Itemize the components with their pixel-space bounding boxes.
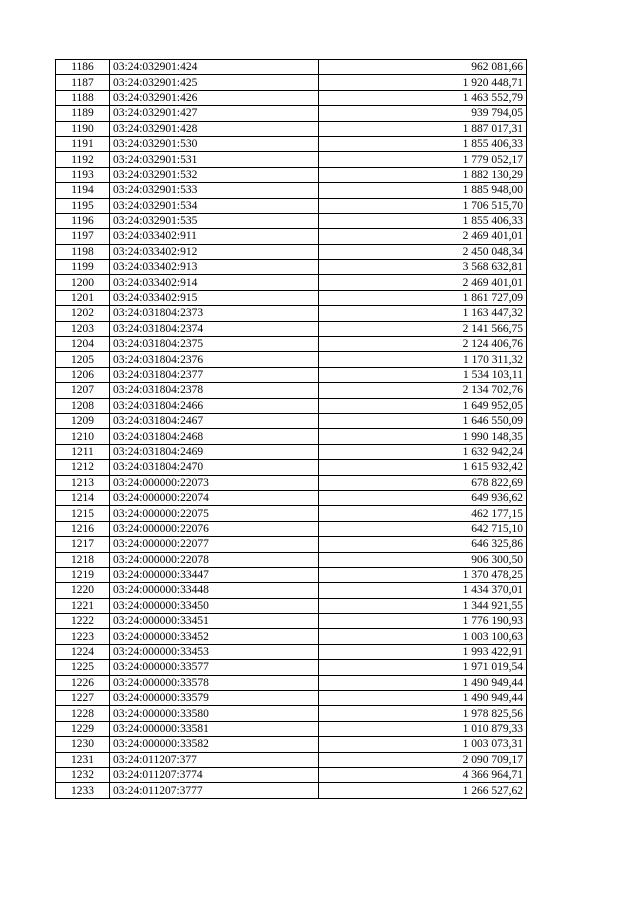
cadastral-value-cell: 1 971 019,54 (319, 660, 527, 675)
table-row (56, 460, 527, 475)
table-row (56, 767, 527, 782)
table-row (56, 121, 527, 136)
row-number-cell: 1198 (56, 244, 110, 259)
cadastral-value-cell: 2 124 406,76 (319, 337, 527, 352)
row-number-cell: 1219 (56, 567, 110, 582)
cadastral-number-cell: 03:24:011207:3777 (110, 783, 319, 798)
table-row (56, 275, 527, 290)
cadastral-number-cell: 03:24:032901:532 (110, 167, 319, 182)
table-row (56, 244, 527, 259)
cadastral-number-cell: 03:24:000000:33448 (110, 583, 319, 598)
cadastral-value-cell: 1 882 130,29 (319, 167, 527, 182)
cadastral-value-cell: 2 469 401,01 (319, 275, 527, 290)
cadastral-value-cell: 1 887 017,31 (319, 121, 527, 136)
row-number-cell: 1199 (56, 260, 110, 275)
row-number-cell: 1186 (56, 60, 110, 75)
row-number-cell: 1232 (56, 767, 110, 782)
cadastral-number-cell: 03:24:000000:22073 (110, 475, 319, 490)
row-number-cell: 1231 (56, 752, 110, 767)
cadastral-number-cell: 03:24:031804:2468 (110, 429, 319, 444)
cadastral-number-cell: 03:24:031804:2466 (110, 398, 319, 413)
cadastral-number-cell: 03:24:031804:2376 (110, 352, 319, 367)
table-row (56, 398, 527, 413)
cadastral-number-cell: 03:24:031804:2469 (110, 444, 319, 459)
cadastral-number-cell: 03:24:000000:22078 (110, 552, 319, 567)
table-row (56, 321, 527, 336)
row-number-cell: 1224 (56, 644, 110, 659)
table-row (56, 506, 527, 521)
cadastral-number-cell: 03:24:000000:22076 (110, 521, 319, 536)
row-number-cell: 1196 (56, 213, 110, 228)
row-number-cell: 1187 (56, 75, 110, 90)
row-number-cell: 1204 (56, 337, 110, 352)
cadastral-number-cell: 03:24:000000:33453 (110, 644, 319, 659)
cadastral-value-cell: 1 706 515,70 (319, 198, 527, 213)
table-row (56, 706, 527, 721)
cadastral-number-cell: 03:24:033402:914 (110, 275, 319, 290)
table-row (56, 490, 527, 505)
cadastral-number-cell: 03:24:031804:2373 (110, 306, 319, 321)
cadastral-value-cell: 1 615 932,42 (319, 460, 527, 475)
row-number-cell: 1203 (56, 321, 110, 336)
table-row (56, 413, 527, 428)
row-number-cell: 1227 (56, 691, 110, 706)
table-row (56, 614, 527, 629)
cadastral-value-cell: 906 300,50 (319, 552, 527, 567)
table-row (56, 444, 527, 459)
cadastral-value-cell: 1 978 825,56 (319, 706, 527, 721)
cadastral-number-cell: 03:24:000000:33452 (110, 629, 319, 644)
row-number-cell: 1192 (56, 152, 110, 167)
cadastral-value-cell: 1 920 448,71 (319, 75, 527, 90)
table-row (56, 352, 527, 367)
table-row (56, 106, 527, 121)
row-number-cell: 1228 (56, 706, 110, 721)
cadastral-value-cell: 2 469 401,01 (319, 229, 527, 244)
cadastral-value-cell: 962 081,66 (319, 60, 527, 75)
table-row (56, 136, 527, 151)
row-number-cell: 1209 (56, 413, 110, 428)
table-row (56, 598, 527, 613)
table-row (56, 675, 527, 690)
row-number-cell: 1195 (56, 198, 110, 213)
row-number-cell: 1214 (56, 490, 110, 505)
cadastral-value-cell: 678 822,69 (319, 475, 527, 490)
table-row (56, 752, 527, 767)
cadastral-number-cell: 03:24:000000:22075 (110, 506, 319, 521)
table-row (56, 660, 527, 675)
cadastral-value-cell: 1 344 921,55 (319, 598, 527, 613)
table-row (56, 75, 527, 90)
cadastral-value-cell: 4 366 964,71 (319, 767, 527, 782)
cadastral-value-cell: 1 434 370,01 (319, 583, 527, 598)
row-number-cell: 1220 (56, 583, 110, 598)
row-number-cell: 1197 (56, 229, 110, 244)
cadastral-number-cell: 03:24:033402:915 (110, 290, 319, 305)
cadastral-value-cell: 1 855 406,33 (319, 213, 527, 228)
cadastral-value-cell: 1 861 727,09 (319, 290, 527, 305)
cadastral-value-cell: 1 779 052,17 (319, 152, 527, 167)
cadastral-number-cell: 03:24:031804:2470 (110, 460, 319, 475)
table-row (56, 629, 527, 644)
cadastral-value-cell: 1 490 949,44 (319, 691, 527, 706)
cadastral-value-cell: 1 885 948,00 (319, 183, 527, 198)
table-row (56, 60, 527, 75)
row-number-cell: 1217 (56, 537, 110, 552)
table-row (56, 260, 527, 275)
cadastral-number-cell: 03:24:031804:2375 (110, 337, 319, 352)
table-row (56, 644, 527, 659)
cadastral-value-cell: 1 990 148,35 (319, 429, 527, 444)
cadastral-number-cell: 03:24:000000:22074 (110, 490, 319, 505)
row-number-cell: 1210 (56, 429, 110, 444)
table-row (56, 290, 527, 305)
cadastral-number-cell: 03:24:000000:22077 (110, 537, 319, 552)
cadastral-number-cell: 03:24:032901:425 (110, 75, 319, 90)
cadastral-value-cell: 1 010 879,33 (319, 721, 527, 736)
row-number-cell: 1205 (56, 352, 110, 367)
cadastral-number-cell: 03:24:032901:428 (110, 121, 319, 136)
cadastral-number-cell: 03:24:033402:913 (110, 260, 319, 275)
row-number-cell: 1223 (56, 629, 110, 644)
table-row (56, 521, 527, 536)
row-number-cell: 1193 (56, 167, 110, 182)
cadastral-number-cell: 03:24:032901:530 (110, 136, 319, 151)
cadastral-number-cell: 03:24:033402:911 (110, 229, 319, 244)
cadastral-value-cell: 2 450 048,34 (319, 244, 527, 259)
cadastral-value-cell: 939 794,05 (319, 106, 527, 121)
cadastral-value-cell: 462 177,15 (319, 506, 527, 521)
cadastral-number-cell: 03:24:032901:533 (110, 183, 319, 198)
cadastral-number-cell: 03:24:033402:912 (110, 244, 319, 259)
row-number-cell: 1218 (56, 552, 110, 567)
row-number-cell: 1211 (56, 444, 110, 459)
cadastral-value-cell: 1 776 190,93 (319, 614, 527, 629)
table-row (56, 737, 527, 752)
cadastral-number-cell: 03:24:000000:33578 (110, 675, 319, 690)
cadastral-value-cell: 1 170 311,32 (319, 352, 527, 367)
cadastral-number-cell: 03:24:032901:531 (110, 152, 319, 167)
row-number-cell: 1212 (56, 460, 110, 475)
cadastral-value-cell: 642 715,10 (319, 521, 527, 536)
table-row (56, 198, 527, 213)
row-number-cell: 1191 (56, 136, 110, 151)
table-row (56, 183, 527, 198)
cadastral-number-cell: 03:24:011207:377 (110, 752, 319, 767)
cadastral-number-cell: 03:24:031804:2374 (110, 321, 319, 336)
row-number-cell: 1230 (56, 737, 110, 752)
cadastral-value-cell: 646 325,86 (319, 537, 527, 552)
table-row (56, 721, 527, 736)
row-number-cell: 1229 (56, 721, 110, 736)
cadastral-number-cell: 03:24:031804:2378 (110, 383, 319, 398)
cadastral-number-cell: 03:24:032901:424 (110, 60, 319, 75)
cadastral-number-cell: 03:24:032901:535 (110, 213, 319, 228)
cadastral-number-cell: 03:24:000000:33579 (110, 691, 319, 706)
cadastral-number-cell: 03:24:032901:427 (110, 106, 319, 121)
row-number-cell: 1213 (56, 475, 110, 490)
row-number-cell: 1202 (56, 306, 110, 321)
cadastral-number-cell: 03:24:031804:2377 (110, 367, 319, 382)
cadastral-value-cell: 1 632 942,24 (319, 444, 527, 459)
cadastral-number-cell: 03:24:000000:33447 (110, 567, 319, 582)
cadastral-value-cell: 1 490 949,44 (319, 675, 527, 690)
table-row (56, 537, 527, 552)
cadastral-value-cell: 1 370 478,25 (319, 567, 527, 582)
row-number-cell: 1200 (56, 275, 110, 290)
table-row (56, 691, 527, 706)
row-number-cell: 1226 (56, 675, 110, 690)
row-number-cell: 1201 (56, 290, 110, 305)
row-number-cell: 1190 (56, 121, 110, 136)
table-row (56, 213, 527, 228)
cadastral-value-cell: 1 266 527,62 (319, 783, 527, 798)
cadastral-number-cell: 03:24:011207:3774 (110, 767, 319, 782)
table-row (56, 583, 527, 598)
table-row (56, 429, 527, 444)
table-row (56, 337, 527, 352)
cadastral-number-cell: 03:24:000000:33580 (110, 706, 319, 721)
table-row (56, 367, 527, 382)
cadastral-value-cell: 1 855 406,33 (319, 136, 527, 151)
cadastral-value-cell: 1 646 550,09 (319, 413, 527, 428)
row-number-cell: 1216 (56, 521, 110, 536)
cadastral-value-cell: 1 649 952,05 (319, 398, 527, 413)
table-row (56, 567, 527, 582)
table-row (56, 475, 527, 490)
cadastral-value-cell: 2 141 566,75 (319, 321, 527, 336)
row-number-cell: 1215 (56, 506, 110, 521)
table-row (56, 152, 527, 167)
cadastral-number-cell: 03:24:000000:33577 (110, 660, 319, 675)
row-number-cell: 1189 (56, 106, 110, 121)
row-number-cell: 1222 (56, 614, 110, 629)
cadastral-value-cell: 1 003 073,31 (319, 737, 527, 752)
row-number-cell: 1208 (56, 398, 110, 413)
row-number-cell: 1225 (56, 660, 110, 675)
cadastral-value-cell: 1 163 447,32 (319, 306, 527, 321)
cadastral-value-cell: 2 090 709,17 (319, 752, 527, 767)
table-body (56, 60, 527, 799)
cadastral-value-cell: 649 936,62 (319, 490, 527, 505)
table-row (56, 229, 527, 244)
cadastral-number-cell: 03:24:032901:534 (110, 198, 319, 213)
table-row (56, 783, 527, 798)
cadastral-number-cell: 03:24:000000:33582 (110, 737, 319, 752)
table-row (56, 167, 527, 182)
table-row (56, 90, 527, 105)
table-row (56, 306, 527, 321)
row-number-cell: 1188 (56, 90, 110, 105)
table-row (56, 383, 527, 398)
row-number-cell: 1194 (56, 183, 110, 198)
table-row (56, 552, 527, 567)
cadastral-number-cell: 03:24:000000:33450 (110, 598, 319, 613)
cadastral-number-cell: 03:24:000000:33451 (110, 614, 319, 629)
cadastral-value-cell: 1 534 103,11 (319, 367, 527, 382)
cadastral-value-cell: 1 463 552,79 (319, 90, 527, 105)
cadastral-number-cell: 03:24:000000:33581 (110, 721, 319, 736)
cadastral-value-cell: 3 568 632,81 (319, 260, 527, 275)
cadastral-value-cell: 1 003 100,63 (319, 629, 527, 644)
row-number-cell: 1221 (56, 598, 110, 613)
cadastral-number-cell: 03:24:031804:2467 (110, 413, 319, 428)
row-number-cell: 1233 (56, 783, 110, 798)
cadastral-value-cell: 2 134 702,76 (319, 383, 527, 398)
row-number-cell: 1207 (56, 383, 110, 398)
data-table (55, 59, 527, 799)
cadastral-number-cell: 03:24:032901:426 (110, 90, 319, 105)
cadastral-value-cell: 1 993 422,91 (319, 644, 527, 659)
row-number-cell: 1206 (56, 367, 110, 382)
